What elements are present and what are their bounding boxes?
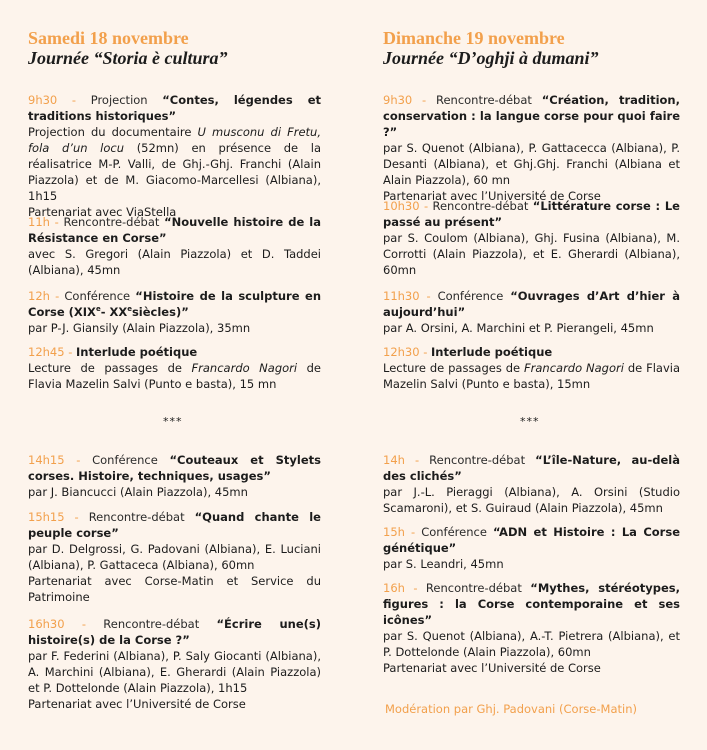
event-item — [28, 344, 321, 392]
event-time: 12h30 - — [383, 345, 432, 359]
day-heading: Dimanche 19 novembre — [383, 28, 565, 48]
event-detail: par F. Federini (Albiana), P. Saly Giocanti (Albiana), A. Marchini (Albiana), E. Gherardi (Alain Piazzola) et P. Dottelonde (Alain Piazzola), 1h15 — [28, 649, 321, 695]
event-detail: avec S. Gregori (Alain Piazzola) et D. Taddei (Albiana), 45mn — [28, 247, 321, 277]
event-title: Interlude poétique — [76, 345, 198, 359]
event-item — [383, 452, 680, 516]
event-item — [383, 198, 680, 278]
event-heading — [383, 524, 680, 556]
event-heading — [28, 509, 321, 541]
event-title: “Contes, légendes et traditions historiques” — [28, 93, 321, 123]
event-time: 9h30 - — [383, 93, 436, 107]
event-heading — [28, 214, 321, 246]
event-detail: Partenariat avec l’Université de Corse — [383, 661, 601, 675]
event-item — [383, 288, 680, 336]
event-type: Conférence — [437, 289, 511, 303]
event-detail: par D. Delgrossi, G. Padovani (Albiana), E. Luciani (Albiana), P. Gattaceca (Albiana), 60mn — [28, 542, 321, 572]
moderation-note: Modération par Ghj. Padovani (Corse-Matin) — [385, 702, 637, 716]
event-item — [28, 214, 321, 278]
event-time: 11h - — [28, 215, 64, 229]
event-title: “Écrire une(s) histoire(s) de la Corse ?” — [28, 617, 321, 647]
event-heading — [383, 344, 680, 360]
event-title: Interlude poétique — [431, 345, 553, 359]
separator: *** — [163, 415, 183, 428]
event-title: “Couteaux et Stylets corses. Histoire, techniques, usages” — [28, 453, 321, 483]
event-item — [383, 580, 680, 676]
day-theme: Journée “Storia è cultura” — [28, 48, 228, 68]
event-time: 14h15 - — [28, 453, 93, 467]
event-detail: Partenariat avec ViaStella — [28, 205, 177, 219]
event-time: 14h - — [383, 453, 430, 467]
event-detail: Partenariat avec Corse-Matin et Service du Patrimoine — [28, 574, 321, 604]
event-time: 15h - — [383, 525, 422, 539]
event-time: 15h15 - — [28, 510, 89, 524]
event-type: Rencontre-débat — [103, 617, 217, 631]
event-detail: par S. Coulom (Albiana), Ghj. Fusina (Albiana), M. Corrotti (Alain Piazzola), et E. Gherardi (Albiana), 60mn — [383, 231, 680, 277]
event-item — [383, 344, 680, 392]
event-type: Rencontre-débat — [425, 581, 531, 595]
event-type: Conférence — [64, 289, 136, 303]
work-title: U musconu di Fretu, fola d’un locu — [28, 125, 321, 155]
event-detail: Lecture de passages de Francardo Nagori de Flavia Mazelin Salvi (Punto e basta), 15mn — [383, 361, 680, 391]
event-type: Rencontre-débat — [88, 510, 195, 524]
event-title: “ADN et Histoire : La Corse génétique” — [383, 525, 680, 555]
event-type: Conférence — [92, 453, 170, 467]
event-heading — [28, 92, 321, 124]
event-detail: Partenariat avec l’Université de Corse — [28, 697, 246, 711]
event-title: “Quand chante le peuple corse” — [28, 510, 321, 540]
event-detail: par J. Biancucci (Alain Piazzola), 45mn — [28, 485, 248, 499]
event-title: “L’île-Nature, au-delà des clichés” — [383, 453, 680, 483]
event-title: “Histoire de la sculpture en Corse (XIXe- XXesiècles)” — [28, 289, 322, 319]
day-theme: Journée “D’oghji à dumani” — [383, 48, 599, 68]
event-type: Projection — [90, 93, 163, 107]
event-detail: Lecture de passages de Francardo Nagori de Flavia Mazelin Salvi (Punto e basta), 15 mn — [28, 361, 321, 391]
event-heading — [28, 616, 321, 648]
event-heading — [28, 288, 321, 320]
event-heading — [383, 92, 680, 140]
event-heading — [383, 452, 680, 484]
event-time: 12h45 - — [28, 345, 77, 359]
separator: *** — [520, 415, 540, 428]
event-detail: par A. Orsini, A. Marchini et P. Pierangeli, 45mn — [383, 321, 654, 335]
work-title: Francardo Nagori — [191, 361, 298, 375]
event-title: “Ouvrages d’Art d’hier à aujourd’hui” — [383, 289, 680, 319]
event-item — [28, 616, 321, 712]
event-type: Rencontre-débat — [432, 199, 533, 213]
event-time: 16h - — [383, 581, 426, 595]
work-title: Francardo Nagori — [524, 361, 624, 375]
day-heading: Samedi 18 novembre — [28, 28, 189, 48]
event-item — [28, 92, 321, 220]
event-heading — [383, 198, 680, 230]
event-detail: par J.-L. Pieraggi (Albiana), A. Orsini (Studio Scamaroni), et S. Guiraud (Alain Piazzola), 45mn — [383, 485, 680, 515]
event-title: “Création, tradition, conservation : la langue corse pour quoi faire ?” — [383, 93, 680, 139]
event-heading — [383, 580, 680, 628]
event-item — [28, 509, 321, 605]
event-item — [383, 524, 680, 572]
event-detail: par S. Leandri, 45mn — [383, 557, 504, 571]
event-time: 12h - — [28, 289, 65, 303]
event-heading — [28, 344, 321, 360]
event-detail: par S. Quenot (Albiana), P. Gattacecca (Albiana), P. Desanti (Albiana), et Ghj.Ghj. Franchi (Albiana et Alain Piazzola), 60 mn — [383, 141, 680, 187]
event-type: Rencontre-débat — [63, 215, 165, 229]
event-time: 16h30 - — [28, 617, 104, 631]
event-time: 11h30 - — [383, 289, 438, 303]
event-time: 9h30 - — [28, 93, 91, 107]
event-item — [28, 452, 321, 500]
event-detail: par S. Quenot (Albiana), A.-T. Pietrera (Albiana), et P. Dottelonde (Alain Piazzola), 60mn — [383, 629, 680, 659]
event-title: “Mythes, stéréotypes, figures : la Corse contemporaine et ses icônes” — [383, 581, 680, 627]
event-item — [28, 288, 321, 336]
event-heading — [383, 288, 680, 320]
event-detail: Partenariat avec l’Université de Corse — [383, 189, 601, 203]
event-detail: par P-J. Giansily (Alain Piazzola), 35mn — [28, 321, 251, 335]
event-heading — [28, 452, 321, 484]
event-item — [383, 92, 680, 204]
event-type: Rencontre-débat — [429, 453, 536, 467]
event-detail: Projection du documentaire U musconu di Fretu, fola d’un locu (52mn) en présence de la réalisatrice M-P. Valli, de Ghj.-Ghj. Franchi (Alain Piazzola) et de M. Giacomo-Marcellesi (Albiana), 1h15 — [28, 125, 322, 203]
event-time: 10h30 - — [383, 199, 433, 213]
event-title: “Littérature corse : Le passé au présent” — [383, 199, 680, 229]
event-title: “Nouvelle histoire de la Résistance en Corse” — [28, 215, 321, 245]
event-type: Rencontre-débat — [435, 93, 542, 107]
event-type: Conférence — [421, 525, 493, 539]
